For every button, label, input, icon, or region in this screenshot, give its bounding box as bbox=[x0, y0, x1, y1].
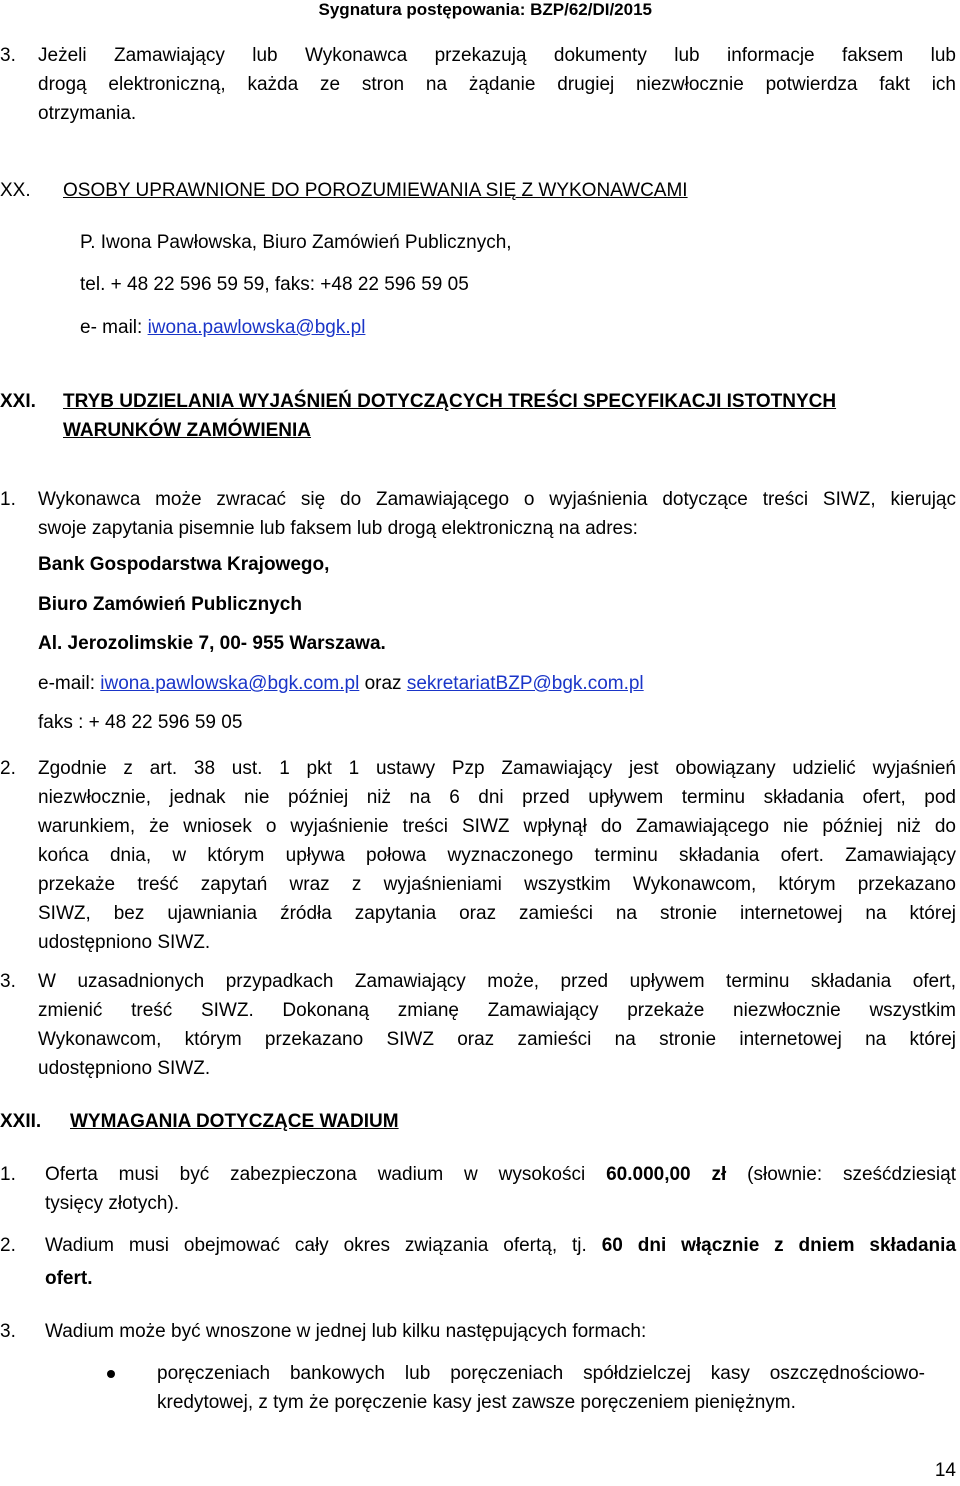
paragraph-line: Wadium może być wnoszone w jednej lub kilku następujących formach: bbox=[45, 1321, 647, 1342]
section-title-line: WARUNKÓW ZAMÓWIENIA bbox=[63, 420, 312, 441]
contact-phone: tel. + 48 22 596 59 59, faks: +48 22 596 59 05 bbox=[80, 274, 469, 295]
signature-header: Sygnatura postępowania: BZP/62/DI/2015 bbox=[318, 0, 652, 19]
paragraph-line: zmienić treść SIWZ. Dokonaną zmianę Zamawiający przekaże niezwłocznie wszystkim bbox=[38, 1000, 956, 1021]
item-number: 1. bbox=[0, 489, 16, 510]
page-number: 14 bbox=[934, 1460, 956, 1481]
paragraph-line: niezwłocznie, jednak nie później niż na 6 dni przed upływem terminu składania ofert, pod bbox=[38, 787, 956, 808]
text-run: Oferta musi być zabezpieczona wadium w wysokości bbox=[45, 1164, 607, 1185]
paragraph-line: przekaże treść zapytań wraz z wyjaśnieniami wszystkim Wykonawcom, którym przekazano bbox=[38, 874, 956, 895]
office-name: Biuro Zamówień Publicznych bbox=[38, 594, 302, 615]
item-number: 3. bbox=[0, 971, 16, 992]
item-number: 3. bbox=[0, 1321, 16, 1342]
address: Al. Jerozolimskie 7, 00- 955 Warszawa. bbox=[38, 633, 386, 654]
email-link[interactable]: iwona.pawlowska@bgk.pl bbox=[147, 317, 366, 338]
section-number: XXI. bbox=[0, 391, 36, 412]
item-number: 1. bbox=[0, 1164, 16, 1185]
paragraph-line: ofert. bbox=[45, 1268, 93, 1289]
section-title-line: TRYB UDZIELANIA WYJAŚNIEŃ DOTYCZĄCYCH TREŚCI SPECYFIKACJI ISTOTNYCH bbox=[63, 391, 837, 412]
section-title: WYMAGANIA DOTYCZĄCE WADIUM bbox=[70, 1111, 399, 1132]
email-join: oraz bbox=[359, 673, 407, 694]
bullet-line: kredytowej, z tym że poręczenie kasy jest zawsze poręczeniem pieniężnym. bbox=[157, 1392, 796, 1413]
paragraph-line: swoje zapytania pisemnie lub faksem lub drogą elektroniczną na adres: bbox=[38, 518, 638, 539]
period: 60 dni włącznie z dniem składania bbox=[601, 1235, 957, 1256]
email-link[interactable]: iwona.pawlowska@bgk.com.pl bbox=[100, 673, 360, 694]
email-line bbox=[38, 669, 644, 698]
item-number: 2. bbox=[0, 758, 16, 779]
paragraph-line: Jeżeli Zamawiający lub Wykonawca przekazują dokumenty lub informacje faksem lub bbox=[38, 45, 956, 66]
paragraph-line: udostępniono SIWZ. bbox=[38, 932, 211, 953]
paragraph-line: Zgodnie z art. 38 ust. 1 pkt 1 ustawy Pzp Zamawiający jest obowiązany udzielić wyjaśnień bbox=[38, 758, 956, 779]
section-number: XXII. bbox=[0, 1111, 42, 1132]
paragraph-line: SIWZ, bez ujawniania źródła zapytania oraz zamieści na stronie internetowej na której bbox=[38, 903, 956, 924]
paragraph-line: udostępniono SIWZ. bbox=[38, 1058, 211, 1079]
bullet-icon bbox=[107, 1370, 115, 1378]
email-label: e-mail: bbox=[38, 673, 101, 694]
paragraph-line: drogą elektroniczną, każda ze stron na żądanie drugiej niezwłocznie potwierdza fakt ich bbox=[38, 74, 956, 95]
paragraph-line bbox=[45, 1231, 956, 1260]
item-number: 2. bbox=[0, 1235, 16, 1256]
fax-line: faks : + 48 22 596 59 05 bbox=[38, 712, 243, 733]
paragraph-line: Wykonawcom, którym przekazano SIWZ oraz zamieści na stronie internetowej na której bbox=[38, 1029, 956, 1050]
text-run: Wadium musi obejmować cały okres związania ofertą, tj. bbox=[45, 1235, 602, 1256]
paragraph-line: Wykonawca może zwracać się do Zamawiającego o wyjaśnienia dotyczące treści SIWZ, kierując bbox=[38, 489, 956, 510]
paragraph-line: W uzasadnionych przypadkach Zamawiający może, przed upływem terminu składania ofert, bbox=[38, 971, 956, 992]
contact-person: P. Iwona Pawłowska, Biuro Zamówień Publicznych, bbox=[80, 232, 512, 253]
section-number: XX. bbox=[0, 180, 31, 201]
bank-name: Bank Gospodarstwa Krajowego, bbox=[38, 554, 330, 575]
paragraph-line: otrzymania. bbox=[38, 103, 137, 124]
email-link[interactable]: sekretariatBZP@bgk.com.pl bbox=[406, 673, 644, 694]
item-number: 3. bbox=[0, 45, 16, 66]
paragraph-line: tysięcy złotych). bbox=[45, 1193, 180, 1214]
email-label: e- mail: bbox=[80, 317, 148, 338]
section-title: OSOBY UPRAWNIONE DO POROZUMIEWANIA SIĘ Z WYKONAWCAMI bbox=[63, 180, 688, 201]
amount: 60.000,00 zł bbox=[606, 1164, 727, 1185]
paragraph-line: warunkiem, że wniosek o wyjaśnienie treści SIWZ wpłynął do Zamawiającego nie później niż do bbox=[38, 816, 956, 837]
contact-email-line bbox=[80, 313, 365, 342]
text-run: (słownie: sześćdziesiąt bbox=[726, 1164, 956, 1185]
bullet-line: poręczeniach bankowych lub poręczeniach spółdzielczej kasy oszczędnościowo- bbox=[157, 1363, 925, 1384]
paragraph-line bbox=[45, 1160, 956, 1189]
paragraph-line: końca dnia, w którym upływa połowa wyznaczonego terminu składania ofert. Zamawiający bbox=[38, 845, 956, 866]
